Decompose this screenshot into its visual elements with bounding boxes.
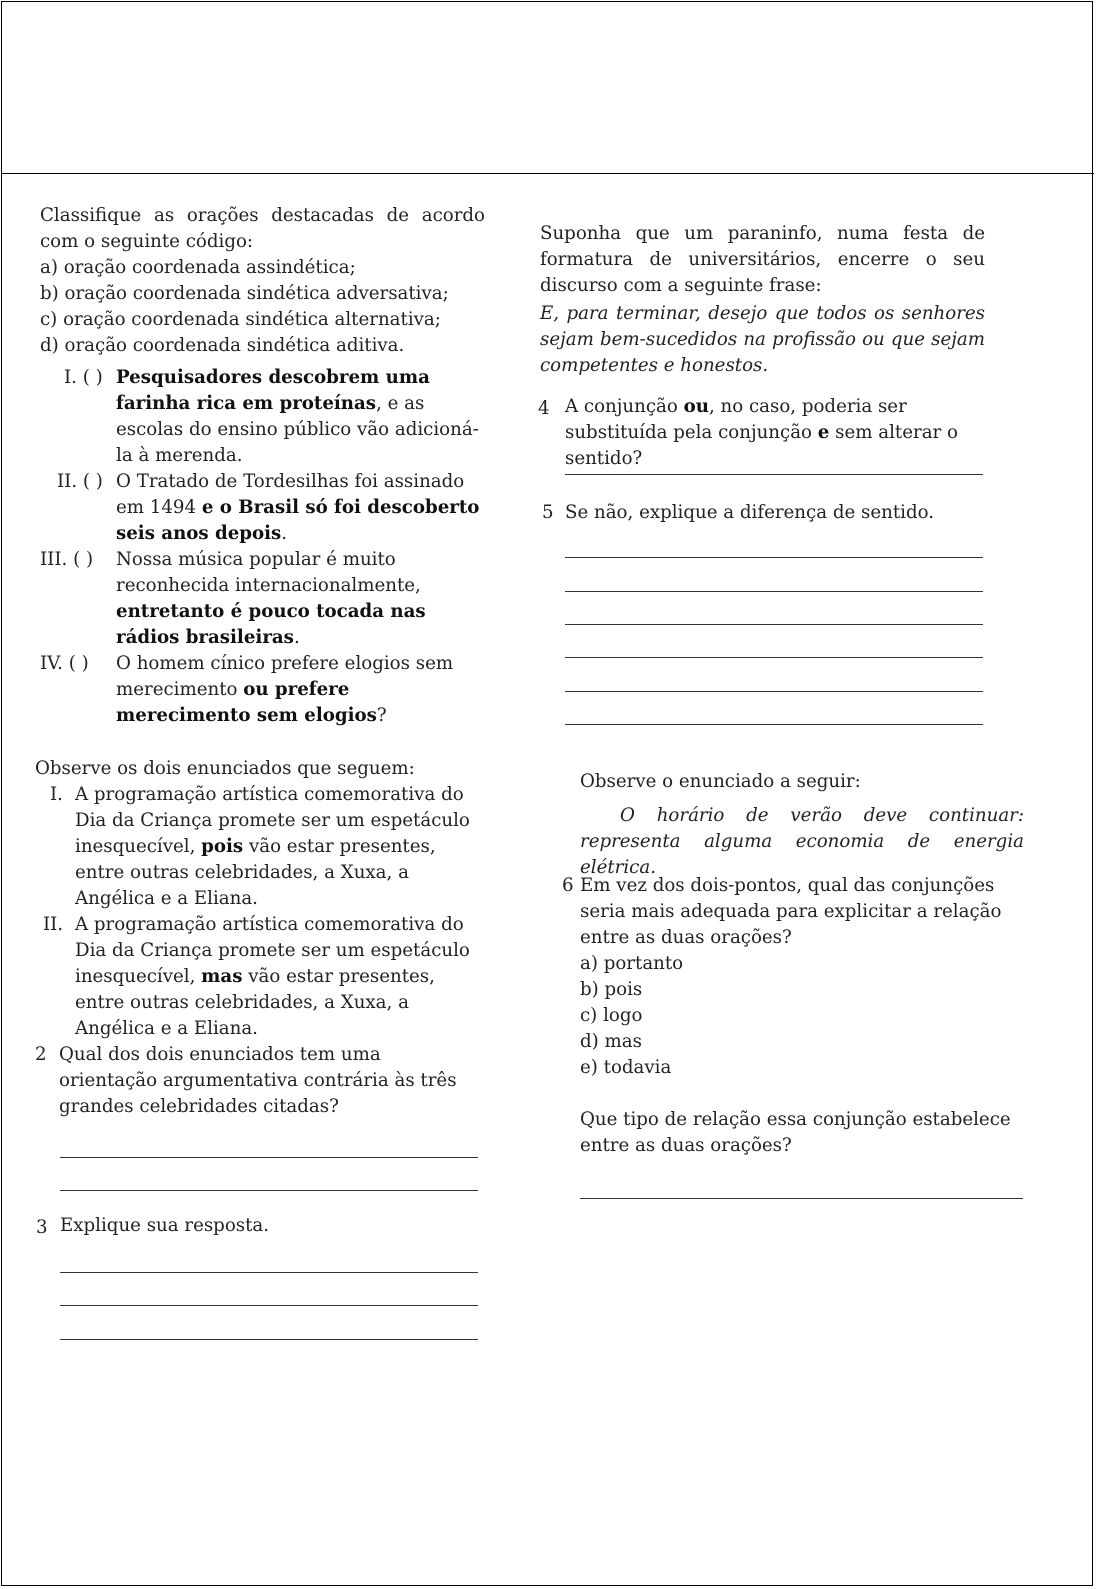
question-4-context: [540, 221, 985, 379]
q3-answer-line-1[interactable]: [60, 1272, 478, 1273]
q4-answer-line[interactable]: [565, 474, 983, 475]
question-1: [40, 203, 485, 729]
q2-answer-line-2[interactable]: [60, 1190, 478, 1191]
question-3: [36, 1213, 481, 1239]
q5-answer-line-5[interactable]: [565, 691, 983, 692]
q5-answer-line-6[interactable]: [565, 724, 983, 725]
q1-item-4: IV. ( ) O homem cínico prefere elogios sem merecimento ou prefere merecimento sem elogios?: [40, 653, 454, 726]
q2-statement-1: I. A programação artística comemorativa do Dia da Criança promete ser um espetáculo inesquecível, pois vão estar presentes, entre outras celebridades, a Xuxa, a Angélica e a Eliana.: [50, 784, 470, 909]
q6-quote: O horário de verão deve continuar: representa alguma economia de energia elétrica.: [580, 805, 1024, 878]
q6-answer-line[interactable]: [580, 1198, 1023, 1199]
q3-answer-line-2[interactable]: [60, 1305, 478, 1306]
q5-number: 5: [542, 502, 554, 523]
q1-code-b: b) oração coordenada sindética adversativa;: [40, 283, 449, 304]
q6-text: Em vez dos dois-pontos, qual das conjunções seria mais adequada para explicitar a relação entre as duas orações?: [580, 875, 1002, 948]
q1-code-d: d) oração coordenada sindética aditiva.: [40, 335, 405, 356]
q2-answer-line-1[interactable]: [60, 1157, 478, 1158]
q2-statement-2: II. A programação artística comemorativa do Dia da Criança promete ser um espetáculo inesquecível, mas vão estar presentes, entre outras celebridades, a Xuxa, a Angélica e a Eliana.: [43, 914, 470, 1039]
q5-answer-line-4[interactable]: [565, 657, 983, 658]
q5-answer-line-2[interactable]: [565, 591, 983, 592]
q6-option-a: a) portanto: [580, 953, 684, 974]
q6-option-d: d) mas: [580, 1031, 642, 1052]
q6-number: 6: [562, 875, 574, 896]
q6-option-e: e) todavia: [580, 1057, 672, 1078]
q3-answer-line-3[interactable]: [60, 1339, 478, 1340]
question-4: 4 A conjunção ou, no caso, poderia ser substituída pela conjunção e sem alterar o sentido?: [538, 396, 958, 469]
q5-answer-line-1[interactable]: [565, 557, 983, 558]
question-6: [562, 873, 1024, 1159]
q6-followup: Que tipo de relação essa conjunção estabelece entre as duas orações?: [580, 1109, 1011, 1156]
q1-code-c: c) oração coordenada sindética alternativa;: [40, 309, 441, 330]
q4-intro: Suponha que um paraninfo, numa festa de formatura de universitários, encerre o seu discurso com a seguinte frase:: [540, 223, 985, 296]
q1-intro: Classifique as orações destacadas de acordo com o seguinte código:: [40, 205, 485, 252]
q1-code-a: a) oração coordenada assindética;: [40, 257, 356, 278]
question-5: [542, 500, 987, 526]
q2-question: 2 Qual dos dois enunciados tem uma orientação argumentativa contrária às três grandes celebridades citadas?: [35, 1044, 457, 1117]
question-6-context: [580, 769, 1024, 881]
q5-answer-line-3[interactable]: [565, 624, 983, 625]
q4-number: 4: [538, 398, 550, 419]
q1-item-2: II. ( ) O Tratado de Tordesilhas foi assinado em 1494 e o Brasil só foi descoberto seis anos depois.: [57, 471, 480, 544]
q1-item-1: I. ( ) Pesquisadores descobrem uma farinha rica em proteínas, e as escolas do ensino público vão adicioná-la à merenda.: [64, 367, 479, 466]
q6-option-b: b) pois: [580, 979, 643, 1000]
header-divider: [1, 173, 1094, 174]
q3-number: 3: [36, 1217, 48, 1238]
q4-quote: E, para terminar, desejo que todos os senhores sejam bem-sucedidos na profissão ou que sejam competentes e honestos.: [540, 303, 985, 376]
q1-item-3: III. ( ) Nossa música popular é muito reconhecida internacionalmente, entretanto é pouco tocada nas rádios brasileiras.: [40, 549, 426, 648]
q6-option-c: c) logo: [580, 1005, 643, 1026]
q5-text: Se não, explique a diferença de sentido.: [565, 502, 935, 523]
question-2: [35, 756, 480, 1120]
q6-intro: Observe o enunciado a seguir:: [580, 771, 861, 792]
q3-text: Explique sua resposta.: [60, 1215, 270, 1236]
q2-intro: Observe os dois enunciados que seguem:: [35, 758, 415, 779]
